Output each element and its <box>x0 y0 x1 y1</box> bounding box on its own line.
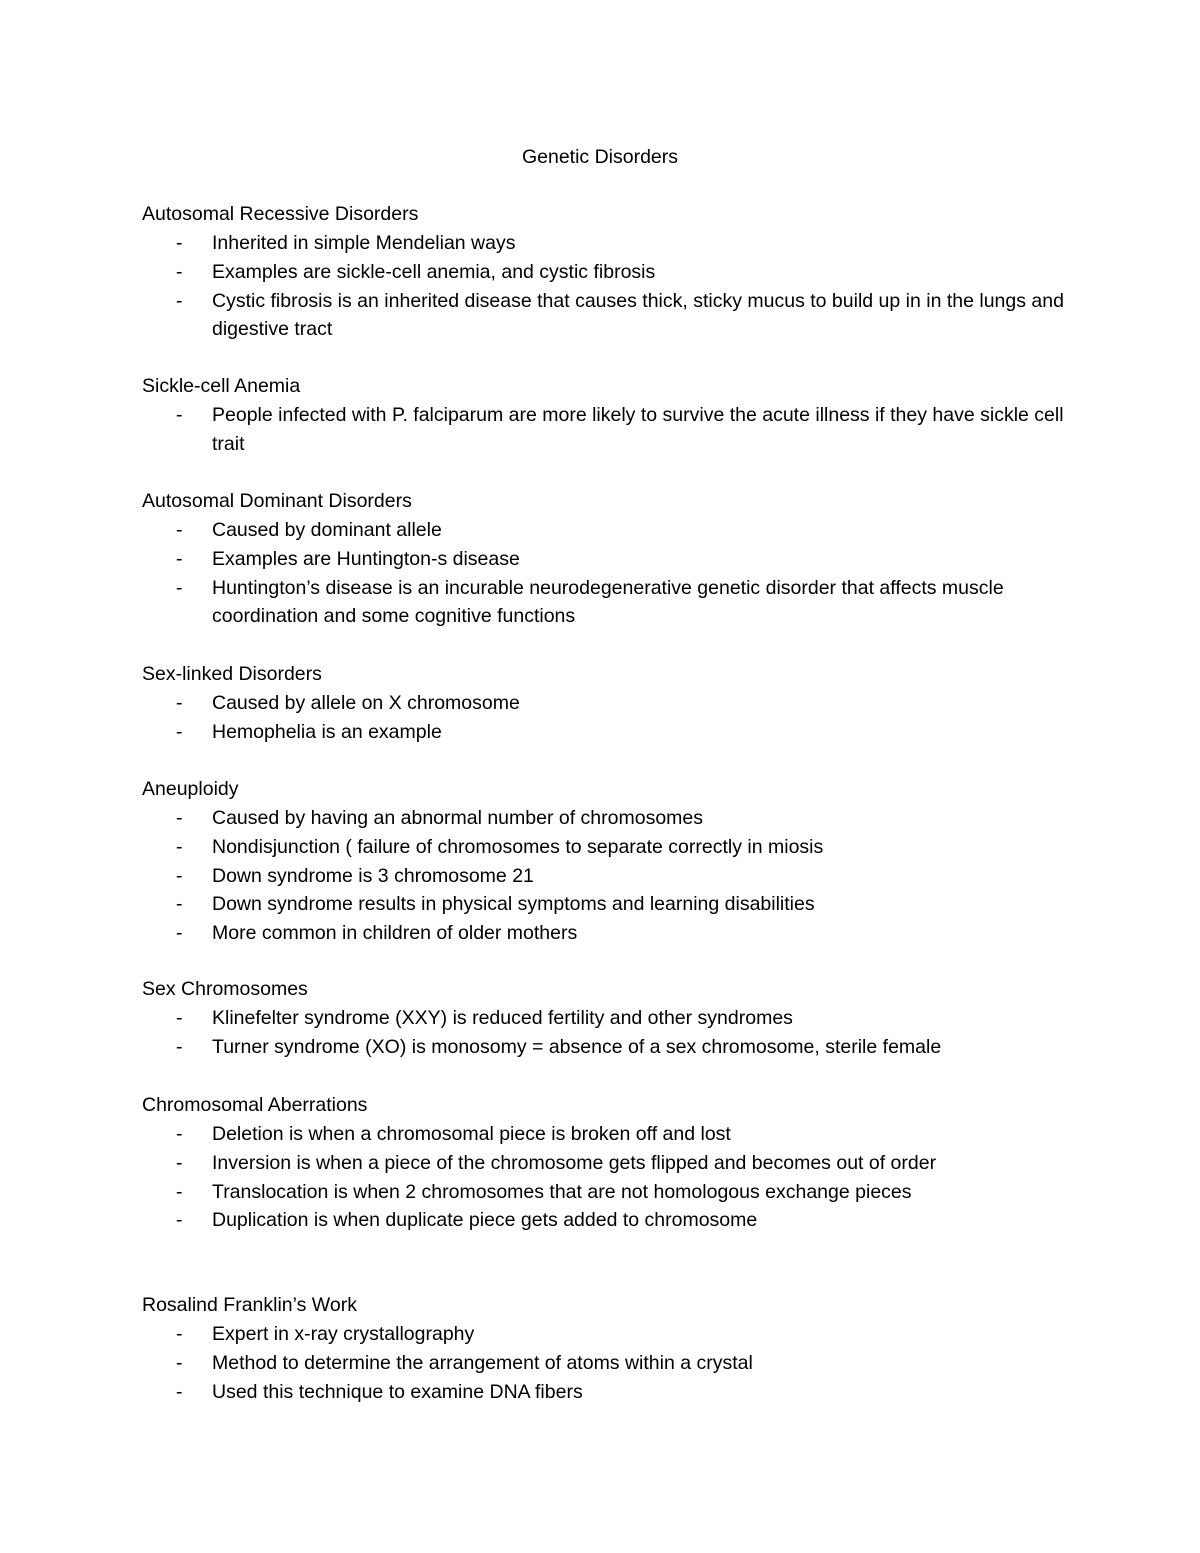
dash-bullet-icon: - <box>176 260 183 283</box>
section-heading: Rosalind Franklin’s Work <box>142 1294 357 1316</box>
list-item <box>142 1178 1082 1207</box>
dash-bullet-icon: - <box>176 922 183 945</box>
dash-bullet-icon: - <box>176 835 183 858</box>
dash-bullet-icon: - <box>176 1380 183 1403</box>
list-item-text: Nondisjunction ( failure of chromosomes to separate correctly in miosis <box>212 835 824 858</box>
dash-bullet-icon: - <box>176 519 183 541</box>
dash-bullet-icon: - <box>176 1209 183 1232</box>
list-item-text: Cystic fibrosis is an inherited disease that causes thick, sticky mucus to build up in in the lungs and digestive tract <box>212 289 1064 341</box>
list-item <box>142 545 1082 574</box>
section-heading: Sex Chromosomes <box>142 978 308 1000</box>
list-item-text: Caused by having an abnormal number of chromosomes <box>212 807 704 829</box>
section-sickle-cell-anemia <box>142 372 1082 459</box>
dash-bullet-icon: - <box>176 1123 183 1145</box>
list-item <box>142 287 1082 345</box>
list-item <box>142 574 1082 632</box>
list-item <box>142 1378 1082 1407</box>
list-item-text: Turner syndrome (XO) is monosomy = absence of a sex chromosome, sterile female <box>212 1035 942 1058</box>
list-item <box>142 890 1082 919</box>
list-item <box>142 401 1082 459</box>
list-item <box>142 1004 1082 1033</box>
dash-bullet-icon: - <box>176 1151 183 1174</box>
section-aneuploidy <box>142 775 1082 948</box>
list-item <box>142 718 1082 747</box>
section-heading: Chromosomal Aberrations <box>142 1094 368 1116</box>
list-item <box>142 1149 1082 1178</box>
bullet-list <box>142 229 1082 344</box>
list-item-text: Inherited in simple Mendelian ways <box>212 232 516 254</box>
section-autosomal-dominant <box>142 487 1082 631</box>
dash-bullet-icon: - <box>176 1035 183 1058</box>
section-heading: Aneuploidy <box>142 778 239 800</box>
dash-bullet-icon: - <box>176 576 183 599</box>
list-item-text: Deletion is when a chromosomal piece is broken off and lost <box>212 1123 731 1145</box>
dash-bullet-icon: - <box>176 1007 183 1029</box>
dash-bullet-icon: - <box>176 404 183 426</box>
bullet-list <box>142 804 1082 948</box>
list-item <box>142 1120 1082 1149</box>
section-rosalind-franklin <box>142 1291 1082 1406</box>
bullet-list <box>142 1120 1082 1235</box>
list-item <box>142 1033 1082 1062</box>
list-item-text: Klinefelter syndrome (XXY) is reduced fertility and other syndromes <box>212 1007 793 1029</box>
list-item-text: Down syndrome results in physical symptoms and learning disabilities <box>212 893 815 916</box>
list-item-text: Translocation is when 2 chromosomes that are not homologous exchange pieces <box>212 1180 912 1203</box>
list-item-text: Caused by allele on X chromosome <box>212 692 520 714</box>
list-item-text: Down syndrome is 3 chromosome 21 <box>212 864 534 887</box>
dash-bullet-icon: - <box>176 1323 183 1345</box>
bullet-list <box>142 1004 1082 1062</box>
list-item <box>142 516 1082 545</box>
dash-bullet-icon: - <box>176 1180 183 1203</box>
dash-bullet-icon: - <box>176 1351 183 1374</box>
list-item-text: Expert in x-ray crystallography <box>212 1323 475 1345</box>
list-item <box>142 833 1082 862</box>
list-item-text: People infected with P. falciparum are more likely to survive the acute illness if they have sickle cell trait <box>212 404 1064 455</box>
list-item-text: Used this technique to examine DNA fibers <box>212 1380 583 1403</box>
dash-bullet-icon: - <box>176 692 183 714</box>
section-autosomal-recessive <box>142 200 1082 344</box>
dash-bullet-icon: - <box>176 720 183 743</box>
section-heading: Sex-linked Disorders <box>142 663 322 685</box>
list-item <box>142 1206 1082 1235</box>
list-item <box>142 919 1082 948</box>
section-heading: Sickle-cell Anemia <box>142 375 301 397</box>
list-item-text: More common in children of older mothers <box>212 922 578 945</box>
list-item-text: Caused by dominant allele <box>212 519 442 541</box>
list-item-text: Examples are Huntington-s disease <box>212 547 520 570</box>
bullet-list <box>142 516 1082 631</box>
section-chromosomal-aberrations <box>142 1091 1082 1235</box>
list-item-text: Inversion is when a piece of the chromosome gets flipped and becomes out of order <box>212 1151 937 1174</box>
dash-bullet-icon: - <box>176 289 183 312</box>
list-item <box>142 1320 1082 1349</box>
list-item-text: Huntington’s disease is an incurable neurodegenerative genetic disorder that affects muscle coordination and some cognitive functions <box>212 576 1004 628</box>
list-item-text: Method to determine the arrangement of atoms within a crystal <box>212 1351 753 1374</box>
dash-bullet-icon: - <box>176 547 183 570</box>
list-item-text: Hemophelia is an example <box>212 720 442 743</box>
bullet-list <box>142 689 1082 747</box>
section-sex-linked <box>142 660 1082 747</box>
dash-bullet-icon: - <box>176 864 183 887</box>
list-item <box>142 229 1082 258</box>
dash-bullet-icon: - <box>176 893 183 916</box>
dash-bullet-icon: - <box>176 232 183 254</box>
page-title: Genetic Disorders <box>521 146 679 168</box>
list-item <box>142 804 1082 833</box>
section-heading: Autosomal Recessive Disorders <box>142 203 419 225</box>
section-heading: Autosomal Dominant Disorders <box>142 490 412 512</box>
dash-bullet-icon: - <box>176 807 183 829</box>
list-item <box>142 689 1082 718</box>
list-item <box>142 1349 1082 1378</box>
list-item-text: Duplication is when duplicate piece gets added to chromosome <box>212 1209 758 1232</box>
bullet-list <box>142 401 1082 459</box>
list-item-text: Examples are sickle-cell anemia, and cystic fibrosis <box>212 260 656 283</box>
list-item <box>142 862 1082 891</box>
bullet-list <box>142 1320 1082 1406</box>
section-sex-chromosomes <box>142 975 1082 1062</box>
list-item <box>142 258 1082 287</box>
